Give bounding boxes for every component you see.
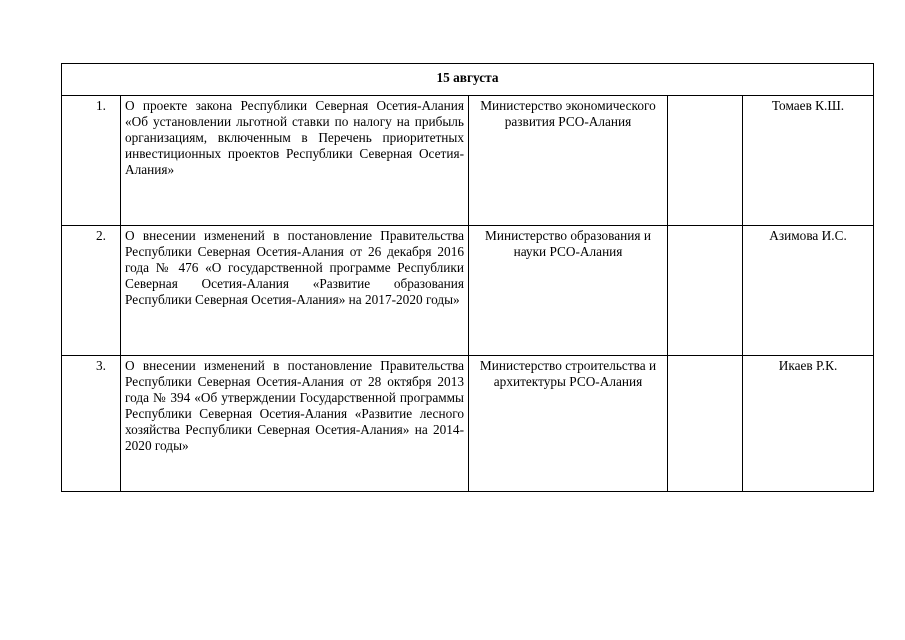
row-ministry: Министерство образования и науки РСО-Алания	[469, 226, 668, 356]
row-extra	[668, 226, 743, 356]
row-person: Азимова И.С.	[743, 226, 874, 356]
table-row	[62, 226, 874, 356]
table-row	[62, 356, 874, 492]
row-title: О проекте закона Республики Северная Осетия-Алания «Об установлении льготной ставки по налогу на прибыль организациям, включенным в Перечень приоритетных инвестиционных проектов Республики Северная Осетия-Алания»	[121, 96, 469, 226]
row-number: 3.	[62, 356, 121, 492]
row-ministry: Министерство экономического развития РСО-Алания	[469, 96, 668, 226]
row-person: Икаев Р.К.	[743, 356, 874, 492]
row-title: О внесении изменений в постановление Правительства Республики Северная Осетия-Алания от 26 декабря 2016 года № 476 «О государственной программе Республики Северная Осетия-Алания «Развитие образования Республики Северная Осетия-Алания» на 2017-2020 годы»	[121, 226, 469, 356]
agenda-table	[61, 63, 874, 492]
row-title: О внесении изменений в постановление Правительства Республики Северная Осетия-Алания от 28 октября 2013 года № 394 «Об утверждении Государственной программы Республики Северная Осетия-Алания «Развитие лесного хозяйства Республики Северная Осетия-Алания» на 2014-2020 годы»	[121, 356, 469, 492]
row-extra	[668, 356, 743, 492]
table-row	[62, 96, 874, 226]
row-ministry: Министерство строительства и архитектуры РСО-Алания	[469, 356, 668, 492]
date-row	[62, 64, 874, 96]
row-extra	[668, 96, 743, 226]
section-date: 15 августа	[62, 64, 874, 96]
row-number: 2.	[62, 226, 121, 356]
row-person: Томаев К.Ш.	[743, 96, 874, 226]
row-number: 1.	[62, 96, 121, 226]
